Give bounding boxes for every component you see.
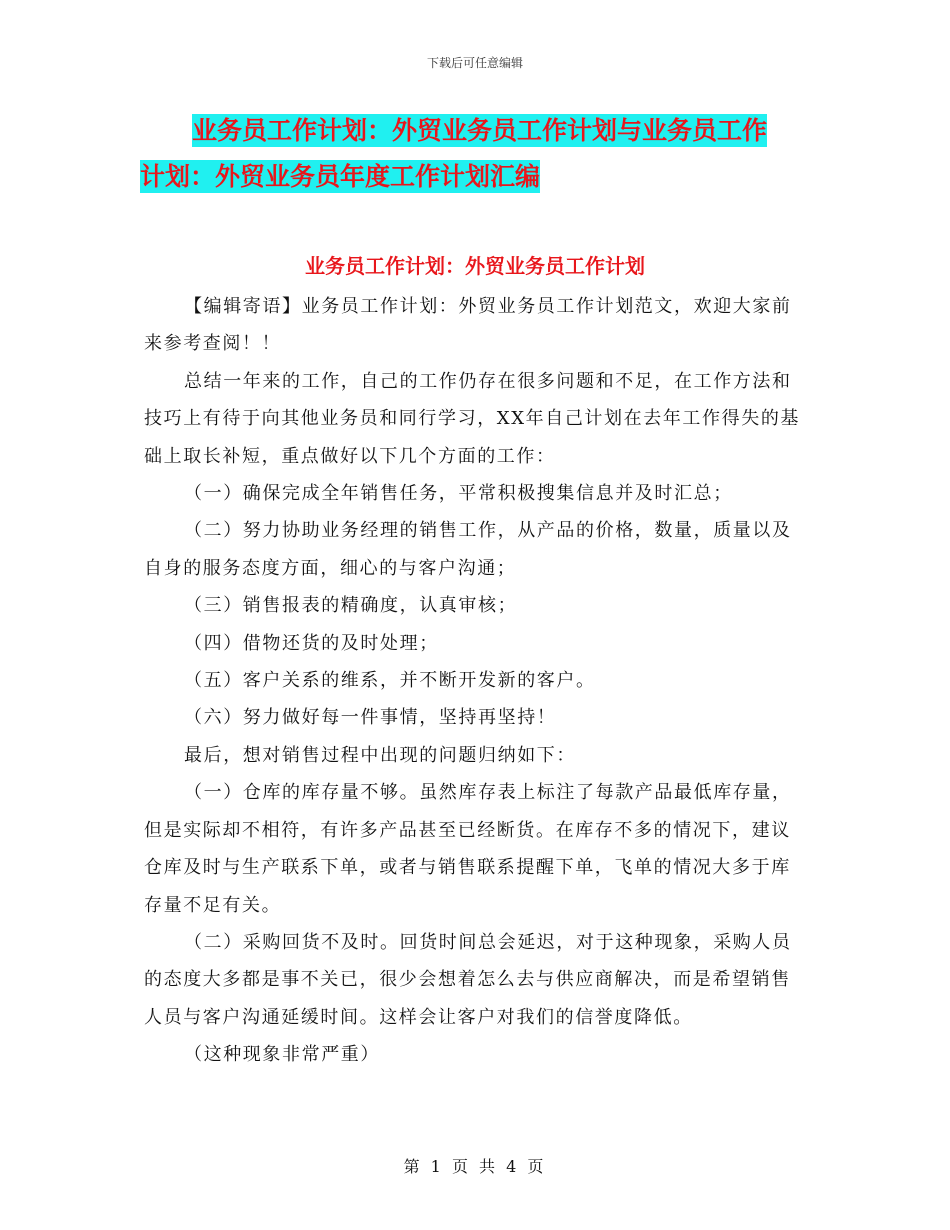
page-footer: 第 1 页 共 4 页	[403, 1157, 547, 1176]
header-note: 下载后可任意编辑	[426, 56, 523, 70]
body-text	[144, 288, 808, 1074]
paragraph-item-2: （二）努力协助业务经理的销售工作，从产品的价格，数量，质量以及自身的服务态度方面，细心的与客户沟通；	[144, 520, 792, 579]
main-title-line-2	[140, 154, 820, 200]
paragraph-editor-note: 【编辑寄语】业务员工作计划：外贸业务员工作计划范文，欢迎大家前来参考查阅！！	[144, 296, 792, 355]
paragraph-item-3: （三）销售报表的精确度，认真审核；	[184, 595, 518, 617]
paragraph-note: （这种现象非常严重）	[184, 1044, 380, 1066]
paragraph-item-6: （六）努力做好每一件事情，坚持再坚持！	[184, 707, 557, 729]
main-title	[140, 108, 820, 200]
paragraph-item-5: （五）客户关系的维系，并不断开发新的客户。	[184, 670, 596, 692]
paragraph-problem-2: （二）采购回货不及时。回货时间总会延迟，对于这种现象，采购人员的态度大多都是事不关已，很少会想着怎么去与供应商解决，而是希望销售人员与客户沟通延缓时间。这样会让客户对我们的信誉度降低。	[144, 931, 792, 1028]
main-title-line-2-text: 计划：外贸业务员年度工作计划汇编	[140, 162, 541, 191]
main-title-line-1	[192, 108, 820, 154]
section-title: 业务员工作计划：外贸业务员工作计划	[305, 254, 645, 278]
paragraph-problem-1: （一）仓库的库存量不够。虽然库存表上标注了每款产品最低库存量，但是实际却不相符，有许多产品甚至已经断货。在库存不多的情况下，建议仓库及时与生产联系下单，或者与销售联系提醒下单，飞单的情况大多于库存量不足有关。	[144, 782, 792, 916]
paragraph-summary: 总结一年来的工作，自己的工作仍存在很多问题和不足，在工作方法和技巧上有待于向其他业务员和同行学习，XX年自己计划在去年工作得失的基础上取长补短，重点做好以下几个方面的工作：	[144, 370, 801, 467]
main-title-line-1-text: 业务员工作计划：外贸业务员工作计划与业务员工作	[192, 116, 768, 145]
paragraph-item-4: （四）借物还货的及时处理；	[184, 632, 439, 654]
paragraph-problems-intro: 最后，想对销售过程中出现的问题归纳如下：	[184, 744, 576, 766]
paragraph-item-1: （一）确保完成全年销售任务，平常积极搜集信息并及时汇总；	[184, 483, 733, 505]
